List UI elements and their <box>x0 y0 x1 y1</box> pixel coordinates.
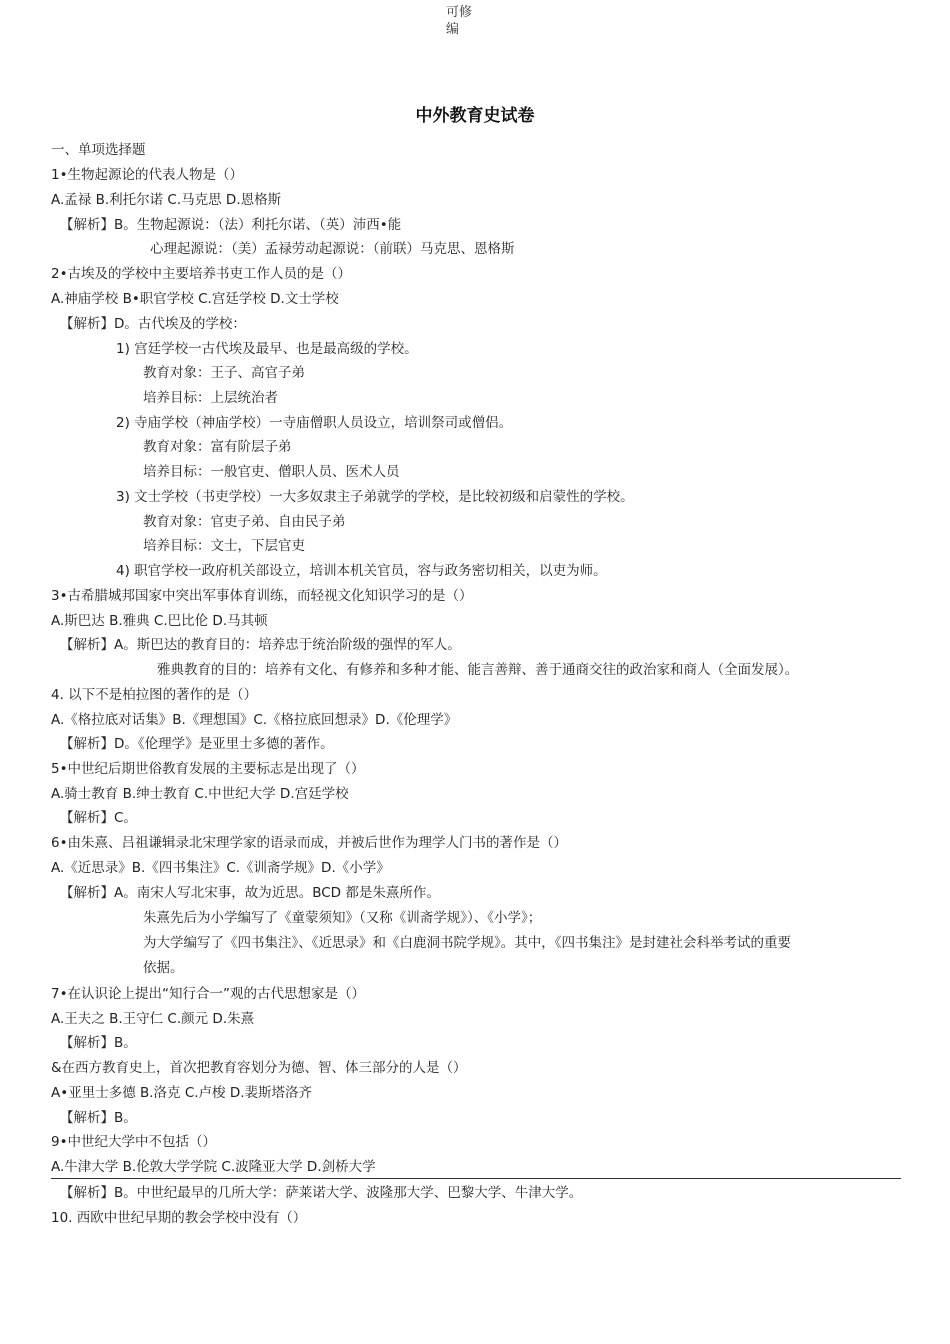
question-line: 10. 西欧中世纪早期的教会学校中没有（） <box>51 1210 307 1226</box>
explanation-line: 培养目标：一般官吏、僧职人员、医术人员 <box>143 464 400 480</box>
header-line-2: 编 <box>446 22 460 37</box>
divider-line <box>51 1178 901 1179</box>
question-line: 9•中世纪大学中不包括（） <box>51 1134 217 1150</box>
options-line: A.《近思录》B.《四书集注》C.《训斋学规》D.《小学》 <box>51 860 390 876</box>
numbered-item: 4) 职官学校一政府机关部设立，培训本机关官员，容与政务密切相关，以吏为师。 <box>116 563 607 579</box>
options-line: A.王夫之 B.王守仁 C.颜元 D.朱熹 <box>51 1011 255 1027</box>
question-line: 5•中世纪后期世俗教育发展的主要标志是出现了（） <box>51 761 365 777</box>
answer-line: 【解析】B。 <box>60 1035 137 1051</box>
answer-line: 【解析】B。 <box>60 1110 137 1126</box>
explanation-line: 雅典教育的目的：培养有文化、有修养和多种才能、能言善辩、善于通商交往的政治家和商人（全面发展）。 <box>157 662 799 678</box>
answer-line: 【解析】D。古代埃及的学校： <box>60 316 246 332</box>
numbered-item: 2) 寺庙学校（神庙学校）一寺庙僧职人员设立，培训祭司或僧侣。 <box>116 415 513 431</box>
options-line: A.孟禄 B.利托尔诺 C.马克思 D.恩格斯 <box>51 192 282 208</box>
answer-line: 【解析】B。生物起源说：（法）利托尔诺、（英）沛西•能 <box>60 217 402 233</box>
options-line: A.牛津大学 B.伦敦大学学院 C.波隆亚大学 D.剑桥大学 <box>51 1159 376 1175</box>
explanation-line: 心理起源说：（美）孟禄劳动起源说：（前联）马克思、恩格斯 <box>150 241 515 257</box>
explanation-line: 培养目标：文士，下层官吏 <box>143 538 305 554</box>
explanation-line: 教育对象：官吏子弟、自由民子弟 <box>143 514 346 530</box>
explanation-line: 朱熹先后为小学编写了《童蒙须知》（又称《训斋学规》）、《小学》； <box>143 910 542 926</box>
question-line: 7•在认识论上提出“知行合一”观的古代思想家是（） <box>51 986 366 1002</box>
explanation-line: 依据。 <box>143 960 184 976</box>
page-header-note <box>446 4 506 38</box>
question-line: 1•生物起源论的代表人物是（） <box>51 167 244 183</box>
answer-line: 【解析】C。 <box>60 810 137 826</box>
numbered-item: 1) 宫廷学校一古代埃及最早、也是最高级的学校。 <box>116 341 418 357</box>
numbered-item: 3) 文士学校（书吏学校）一大多奴隶主子弟就学的学校，是比较初级和启蒙性的学校。 <box>116 489 634 505</box>
options-line: A.骑士教育 B.绅士教育 C.中世纪大学 D.宫廷学校 <box>51 786 349 802</box>
question-line: 6•由朱熹、吕祖谦辑录北宋理学家的语录而成，并被后世作为理学人门书的著作是（） <box>51 835 568 851</box>
header-line-1: 可修 <box>446 5 473 20</box>
section-heading: 一、单项选择题 <box>51 142 146 158</box>
answer-line: 【解析】A。南宋人写北宋事，故为近思。BCD 都是朱熹所作。 <box>60 885 440 901</box>
options-line: A.神庙学校 B•职官学校 C.宫廷学校 D.文士学校 <box>51 291 339 307</box>
answer-line: 【解析】D。《伦理学》是亚里士多德的著作。 <box>60 736 334 752</box>
options-line: A.《格拉底对话集》B.《理想国》C.《格拉底回想录》D.《伦理学》 <box>51 712 458 728</box>
answer-line: 【解析】B。中世纪最早的几所大学：萨莱诺大学、波隆那大学、巴黎大学、牛津大学。 <box>60 1185 583 1201</box>
question-line: 4. 以下不是柏拉图的著作的是（） <box>51 687 258 703</box>
document-title: 中外教育史试卷 <box>415 106 535 126</box>
question-line: 2•古埃及的学校中主要培养书吏工作人员的是（） <box>51 266 352 282</box>
explanation-line: 为大学编写了《四书集注》、《近思录》和《白鹿洞书院学规》。其中，《四书集注》是封建社会科举考试的重要 <box>143 935 791 951</box>
question-line: 3•古希腊城邦国家中突出军事体育训练，而轻视文化知识学习的是（） <box>51 588 473 604</box>
explanation-line: 教育对象：王子、高官子弟 <box>143 365 305 381</box>
options-line: A•亚里士多德 B.洛克 C.卢梭 D.裴斯塔洛齐 <box>51 1085 313 1101</box>
explanation-line: 教育对象：富有阶层子弟 <box>143 439 292 455</box>
explanation-line: 培养目标：上层统治者 <box>143 390 278 406</box>
answer-line: 【解析】A。斯巴达的教育目的：培养忠于统治阶级的强悍的军人。 <box>60 637 461 653</box>
question-line: &在西方教育史上，首次把教育容划分为德、智、体三部分的人是（） <box>51 1060 467 1076</box>
options-line: A.斯巴达 B.雅典 C.巴比伦 D.马其顿 <box>51 613 268 629</box>
